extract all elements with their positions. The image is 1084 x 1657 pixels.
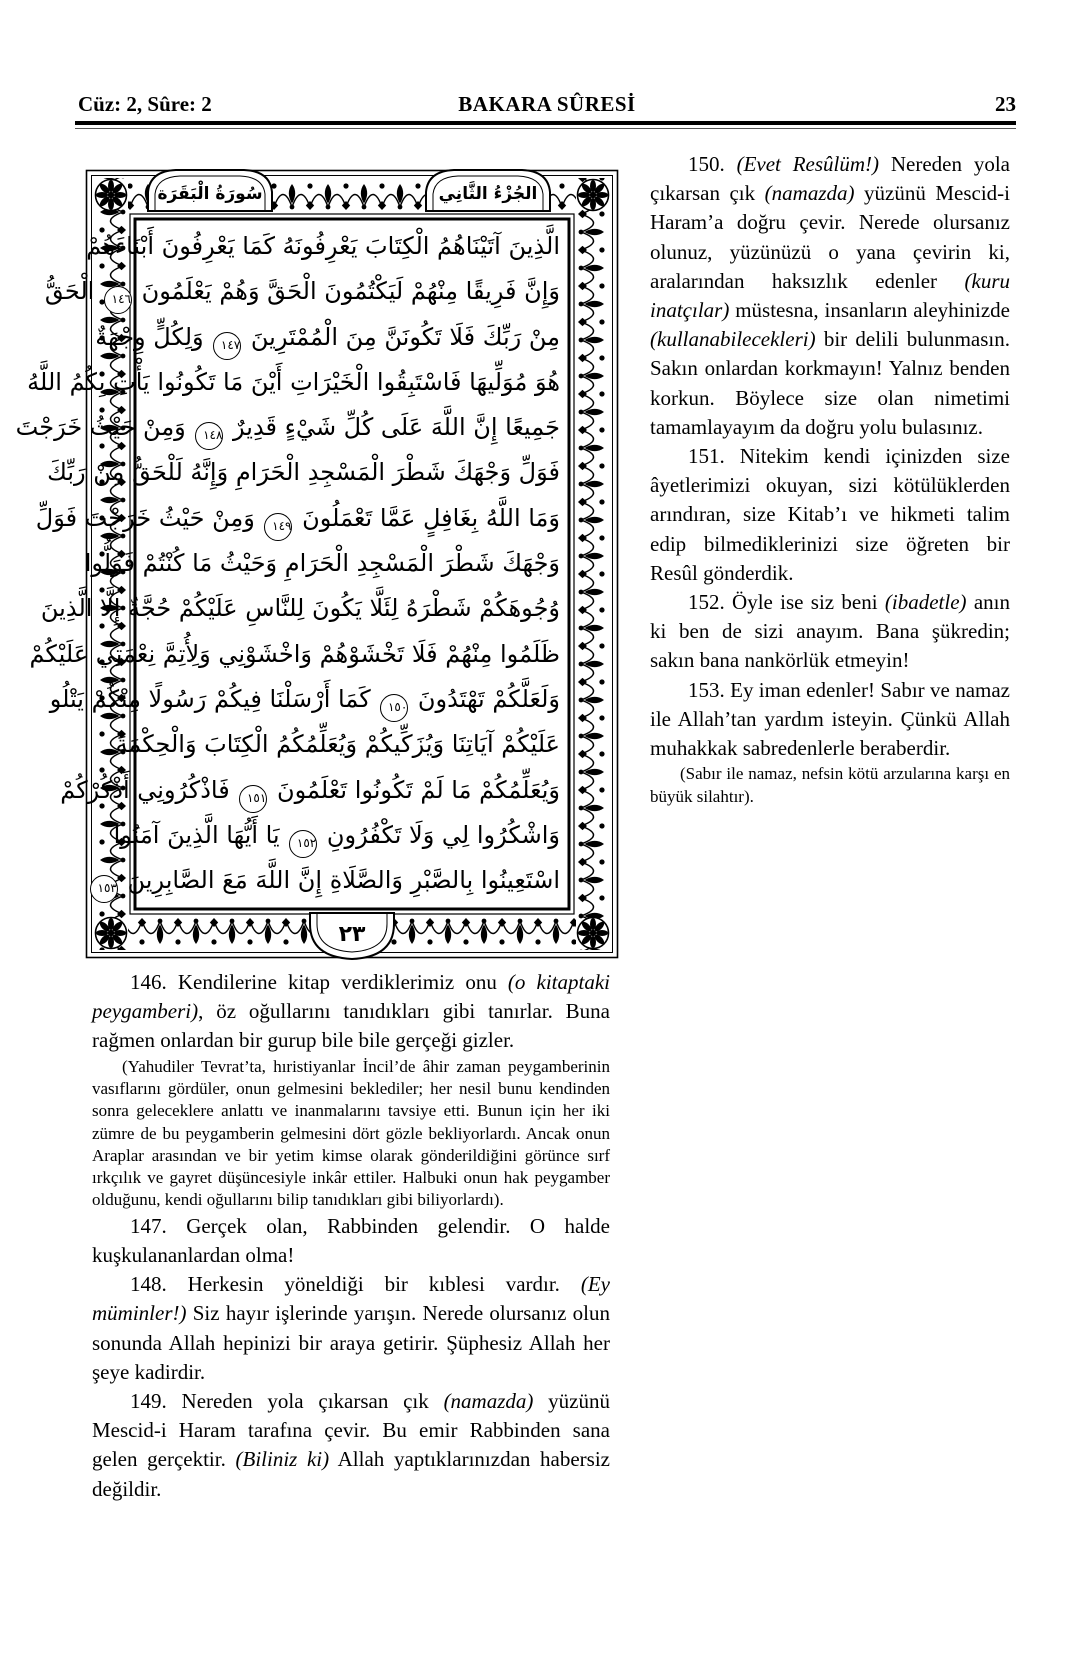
text-segment: وَاشْكُرُوا لِي وَلَا تَكْفُرُونِ	[319, 820, 560, 849]
paragraph	[92, 1212, 610, 1270]
corner-rosette	[96, 180, 127, 211]
text-segment: عَلَيْكُمْ آيَاتِنَا وَيُزَكِّيكُمْ وَيُعَلِّمُكُمُ الْكِتَابَ وَالْحِكْمَةَ	[115, 730, 560, 759]
text-segment: وَجْهَكَ شَطْرَ الْمَسْجِدِ الْحَرَامِ وَحَيْثُ مَا كُنْتُمْ فَوَلُّوا	[84, 549, 560, 578]
arabic-page-number: ٢٣	[338, 922, 366, 947]
verse-number-medallion: ١٤٧	[213, 332, 241, 360]
juz-sura-label: Cüz: 2, Sûre: 2	[78, 92, 212, 116]
verse-number-medallion: ١٤٦	[104, 286, 132, 314]
inline-italic-note: (Biliniz ki)	[235, 1447, 330, 1472]
text-segment: anın ki ben de sizi anayım. Bana şükredin; sakın bana nankörlük etmeyin!	[650, 590, 1011, 673]
text-segment: وَإِنَّ فَرِيقًا مِنْهُمْ لَيَكْتُمُونَ الْحَقَّ وَهُمْ يَعْلَمُونَ	[133, 277, 560, 306]
paragraph	[650, 588, 1010, 676]
text-segment: yüzünü Mescid-i Haram’a doğru çevir. Nerede olursanız olunuz, yüzünüzü o yana çevirin ki, aralarından haksızlık edenler	[650, 181, 1010, 293]
paragraph	[92, 1387, 610, 1504]
text-segment: ظَلَمُوا مِنْهُمْ فَلَا تَخْشَوْهُمْ وَاخْشَوْنِي وَلِأُتِمَّ نِعْمَتِي عَلَيْكُمْ	[29, 639, 560, 668]
text-segment: وَيُعَلِّمُكُمْ مَا لَمْ تَكُونُوا تَعْلَمُونَ	[269, 775, 560, 804]
text-segment: Siz hayır işlerinde yarışın. Nerede olursanız olun sonunda Allah hepinizi bir araya getirir. Şüphesiz Allah her şeye kadirdir.	[92, 1301, 610, 1384]
text-segment: 148. Herkesin yöneldiği bir kıblesi vardır.	[130, 1272, 581, 1297]
text-segment: الَّذِينَ آتَيْنَاهُمُ الْكِتَابَ يَعْرِفُونَهُ كَمَا يَعْرِفُونَ أَبْنَاءَهُمْ	[86, 232, 560, 260]
quran-text-block	[15, 224, 560, 903]
quran-text-line	[40, 586, 560, 631]
text-segment: 150.	[688, 152, 737, 176]
verse-number-medallion: ١٤٩	[264, 513, 292, 541]
inline-italic-note: (o kitaptaki peygamberi)	[92, 970, 610, 1024]
header-rule-thin	[75, 128, 1016, 129]
text-segment: اسْتَعِينُوا بِالصَّبْرِ وَالصَّلَاةِ إِنَّ اللَّهَ مَعَ الصَّابِرِينَ	[119, 866, 560, 895]
verse-number-medallion: ١٥٣	[90, 875, 118, 903]
quran-calligraphy-panel	[15, 168, 620, 960]
text-segment: 153. Ey iman edenler! Sabır ve namaz ile Allah’tan yardım isteyin. Çünkü Allah muhakkak sabredenlerle beraberdir.	[650, 677, 1010, 761]
text-segment: وَمِنْ حَيْثُ خَرَجْتَ	[15, 413, 194, 442]
paragraph	[650, 442, 1010, 588]
text-segment: bir delili bulunmasın. Sakın onlardan korkmayın! Yalnız benden korkun. Böylece size olan nimetimi tamamlayayım da doğru yolu bulasınız.	[650, 327, 1010, 439]
border-band-right	[576, 178, 610, 950]
corner-rosette	[578, 918, 609, 949]
inline-italic-note: (Ey müminler!)	[92, 1272, 610, 1326]
text-segment: وَلَعَلَّكُمْ تَهْتَدُونَ	[410, 684, 560, 713]
text-segment: 149. Nereden yola çıkarsan çık	[130, 1388, 444, 1413]
inline-italic-note: (namazda)	[764, 181, 855, 206]
paragraph	[92, 1270, 610, 1387]
verse-number-medallion: ١٥٢	[289, 830, 317, 858]
verse-number-medallion: ١٥٠	[380, 694, 408, 722]
text-segment: , öz oğullarını tanıdıkları gibi tanırlar. Buna rağmen onlardan bir gurup bile bile gerçeği gizler.	[92, 999, 610, 1053]
paragraph	[650, 150, 1010, 442]
text-segment: يَا أَيُّهَا الَّذِينَ آمَنُوا	[113, 820, 288, 849]
text-segment: كَمَا أَرْسَلْنَا فِيكُمْ رَسُولًا مِنْكُمْ يَتْلُو	[49, 684, 379, 713]
quran-text-line	[60, 768, 560, 813]
quran-text-line	[84, 541, 560, 586]
inline-italic-note: (kuru inatçılar)	[650, 268, 1010, 323]
quran-text-line	[47, 450, 560, 495]
text-segment: Nereden yola çıkarsan çık	[650, 152, 1011, 206]
text-segment: وَمَا اللَّهُ بِغَافِلٍ عَمَّا تَعْمَلُونَ	[294, 503, 560, 532]
verse-number-medallion: ١٥١	[239, 785, 267, 813]
quran-text-line	[95, 315, 560, 360]
text-segment: الْحَقُّ	[44, 277, 102, 306]
quran-text-line	[113, 813, 560, 858]
page-header	[78, 92, 1016, 120]
text-segment: 147. Gerçek olan, Rabbinden gelendir. O halde kuşkulananlardan olma!	[92, 1213, 610, 1267]
page-number: 23	[995, 92, 1016, 116]
text-segment: Allah yaptıklarınızdan habersiz değildir.	[92, 1447, 611, 1501]
translation-column-left	[92, 968, 610, 1504]
text-segment: هُوَ مُوَلِّيهَا فَاسْتَبِقُوا الْخَيْرَاتِ أَيْنَ مَا تَكُونُوا يَأْتِ بِكُمُ اللَّهُ	[27, 367, 560, 396]
verse-number-medallion: ١٤٨	[195, 422, 223, 450]
text-segment: 152. Öyle ise siz beni	[688, 590, 885, 615]
quran-text-line	[97, 858, 560, 903]
quran-text-line	[27, 360, 560, 405]
text-segment: وَمِنْ حَيْثُ خَرَجْتَ فَوَلِّ	[35, 503, 263, 532]
text-segment: فَاذْكُرُونِي أَذْكُرْكُمْ	[60, 775, 238, 804]
translation-column-right	[650, 150, 1010, 808]
text-segment: müstesna, insanların aleyhinizde	[729, 298, 1010, 323]
paragraph	[92, 968, 610, 1056]
text-segment: 151. Nitekim kendi içinizden size âyetlerimizi okuyan, sizi kötülüklerden arındıran, size Kitab’ı ve hikmeti talim edip bilmediklerinizi size öğreten bir Resûl gönderdik.	[650, 444, 1010, 585]
text-segment: yüzünü Mescid-i Haram tarafına çevir. Bu emir Rabbinden sana gelen gerçektir.	[92, 1388, 610, 1472]
text-segment: (Yahudiler Tevrat’ta, hıristiyanlar İncil’de âhir zaman peygamberinin vasıflarını gördüler, onun gelmesini beklediler; her nesil bunu kendinden sonra geleceklere anlattı ve inanmalarını tavsiye etti. Bunun için her iki zümre de bu peygamberin gelmesini dört gözle bekliyorlardı. Ancak onun Araplar arasından ve bir yetim kimse olarak gönderildiğini görünce sırf ırkçılık ve gayret düşüncesiyle inkâr ettiler. Halbuki onun hak peygamber olduğunu, kendi oğullarını bilip tanıdıkları gibi biliyorlardı).	[92, 1056, 610, 1210]
paragraph	[92, 1056, 610, 1212]
paragraph	[650, 763, 1010, 808]
juz-title-arabic: الجُزْءُ الثَّانِي	[438, 184, 538, 204]
text-segment: فَوَلِّ وَجْهَكَ شَطْرَ الْمَسْجِدِ الْحَرَامِ وَإِنَّهُ لَلْحَقُّ مِنْ رَبِّكَ	[47, 458, 560, 487]
header-rule	[75, 121, 1016, 125]
inline-italic-note: (kullanabilecekleri)	[650, 327, 816, 352]
quran-text-line	[15, 405, 560, 450]
text-segment: وَلِكُلٍّ وِجْهَةٌ	[95, 322, 212, 351]
quran-text-line	[49, 677, 560, 722]
text-segment: وُجُوهَكُمْ شَطْرَهُ لِئَلَّا يَكُونَ لِلنَّاسِ عَلَيْكُمْ حُجَّةٌ إِلَّا الَّذِينَ	[40, 594, 560, 623]
inline-italic-note: (namazda)	[443, 1388, 534, 1413]
paragraph	[650, 676, 1010, 764]
quran-text-line	[44, 269, 560, 314]
quran-text-line	[29, 632, 560, 677]
quran-text-line	[35, 496, 560, 541]
corner-rosette	[578, 180, 609, 211]
inline-italic-note: (Evet Resûlüm!)	[736, 152, 880, 176]
inline-italic-note: (ibadetle)	[884, 590, 967, 615]
page-title: BAKARA SÛRESİ	[458, 92, 636, 116]
text-segment: (Sabır ile namaz, nefsin kötü arzularına karşı en büyük silahtır).	[650, 764, 1010, 806]
surah-title-arabic: سُورَةُ الْبَقَرَة	[157, 184, 263, 204]
quran-text-line	[86, 224, 560, 269]
text-segment: مِنْ رَبِّكَ فَلَا تَكُونَنَّ مِنَ الْمُمْتَرِينَ	[243, 322, 560, 351]
text-segment: جَمِيعًا إِنَّ اللَّهَ عَلَى كُلِّ شَيْءٍ قَدِيرٌ	[225, 413, 560, 442]
corner-rosette	[96, 918, 127, 949]
text-segment: 146. Kendilerine kitap verdiklerimiz onu	[130, 970, 508, 994]
quran-text-line	[115, 722, 560, 767]
